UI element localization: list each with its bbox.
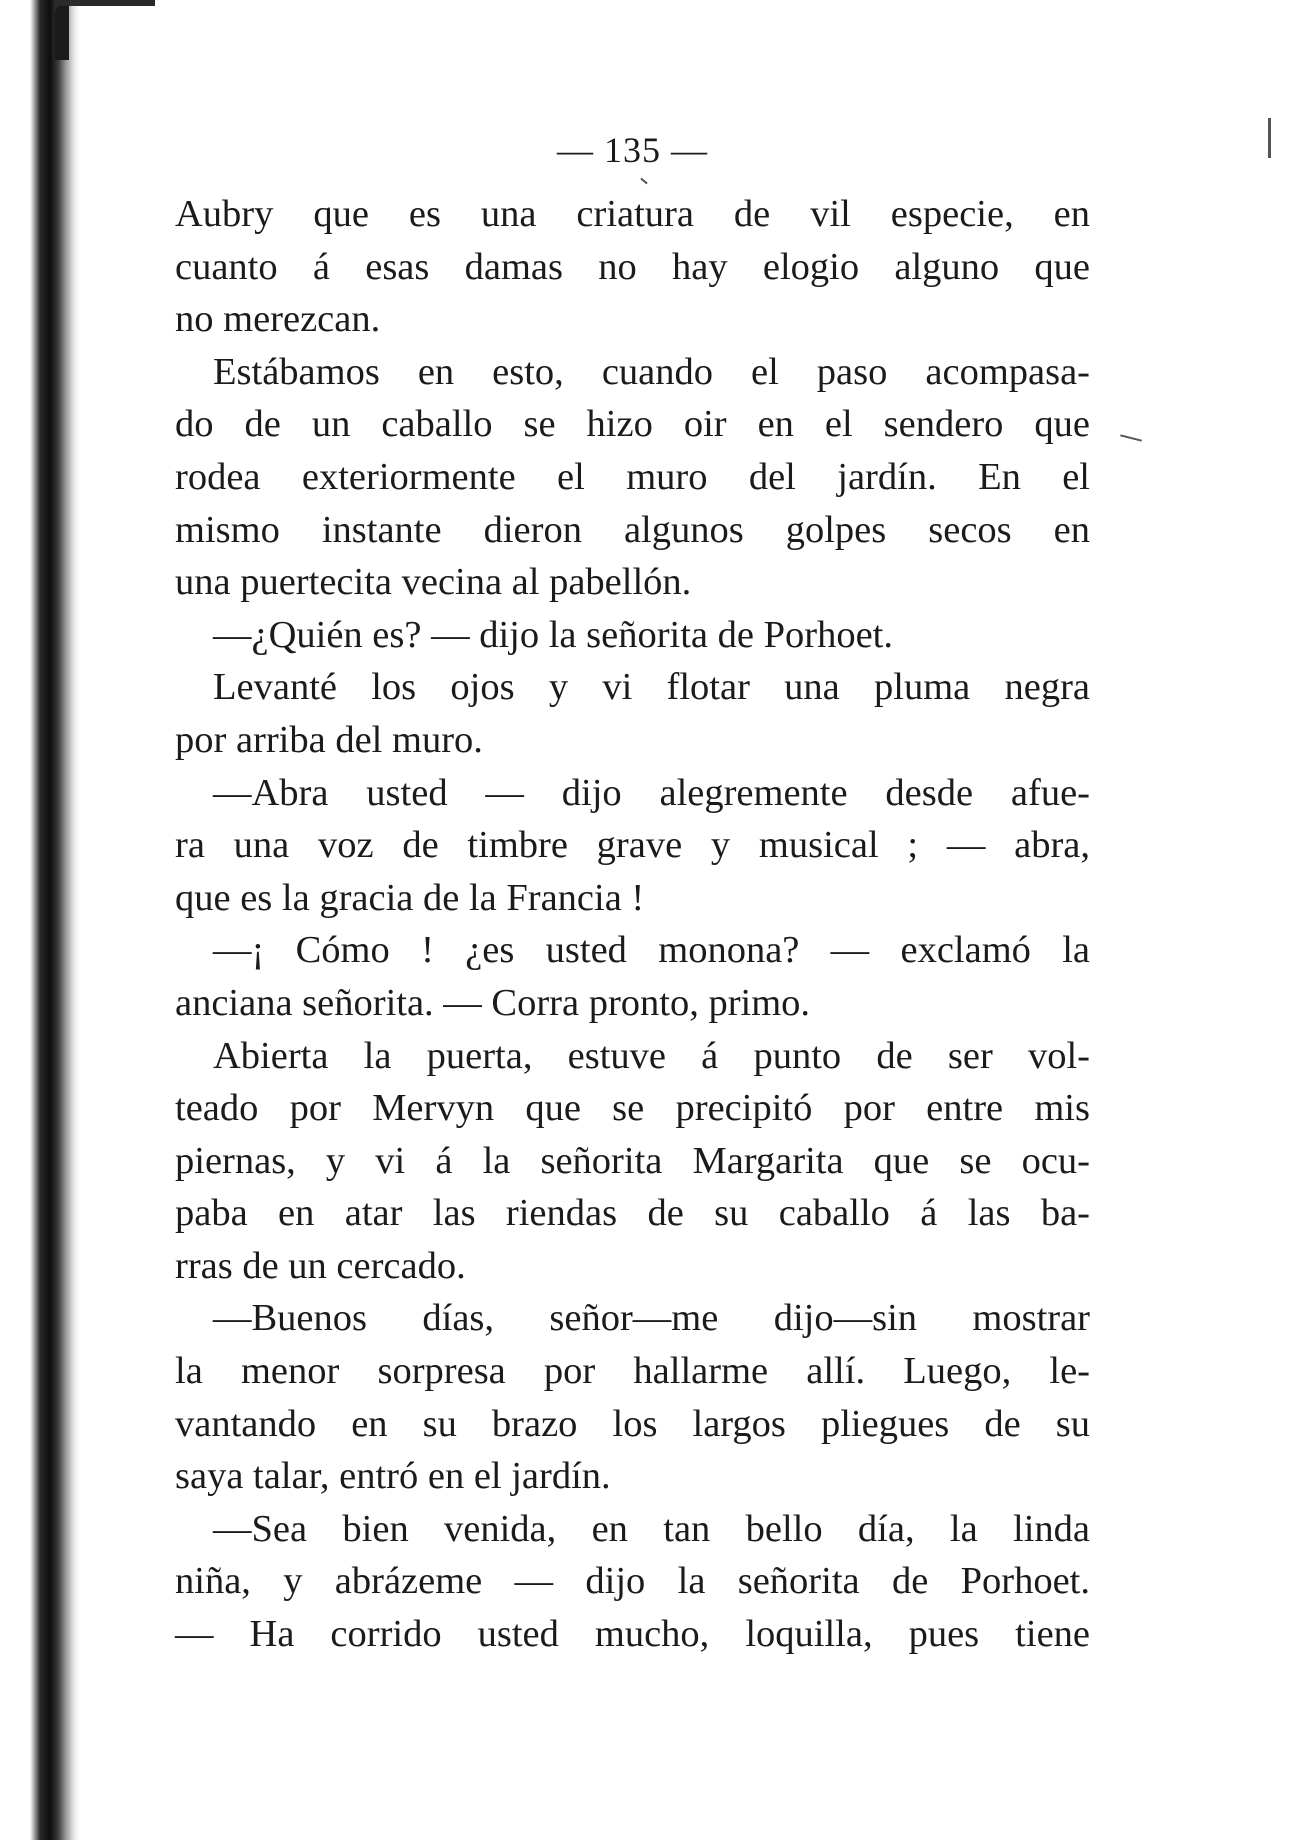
paragraph (175, 1503, 1090, 1661)
paragraph (175, 661, 1090, 766)
text-line: la menor sorpresa por hallarme allí. Luego, le- (175, 1350, 1090, 1393)
text-line: cuanto á esas damas no hay elogio alguno que (175, 245, 1090, 288)
text-line: saya talar, entró en el jardín. (175, 1455, 611, 1498)
text-line: paba en atar las riendas de su caballo á las ba- (175, 1192, 1090, 1235)
binding-edge-top (55, 0, 155, 6)
binding-edge-curve (55, 0, 69, 60)
text-line: rodea exteriormente el muro del jardín. En el (175, 455, 1090, 498)
text-line: Estábamos en esto, cuando el paso acompasa- (213, 350, 1090, 393)
margin-mark (1268, 118, 1271, 158)
text-line: Levanté los ojos y vi flotar una pluma negra (213, 666, 1090, 709)
text-line: por arriba del muro. (175, 718, 483, 761)
text-line: Abierta la puerta, estuve á punto de ser vol- (213, 1034, 1090, 1077)
text-line: anciana señorita. — Corra pronto, primo. (175, 981, 811, 1024)
paragraph (175, 767, 1090, 925)
paragraph (175, 1030, 1090, 1293)
text-line: mismo instante dieron algunos golpes secos en (175, 508, 1090, 551)
text-line: teado por Mervyn que se precipitó por entre mis (175, 1087, 1090, 1130)
text-line: —Sea bien venida, en tan bello día, la linda (213, 1507, 1090, 1550)
text-line: —¡ Cómo ! ¿es usted monona? — exclamó la (213, 929, 1090, 972)
text-line: que es la gracia de la Francia ! (175, 876, 645, 919)
text-line: —¿Quién es? — dijo la señorita de Porhoet. (213, 613, 893, 656)
paragraph (175, 346, 1090, 609)
text-line: ra una voz de timbre grave y musical ; — abra, (175, 824, 1090, 867)
text-line: —Abra usted — dijo alegremente desde afue- (213, 771, 1090, 814)
page-text (175, 188, 1090, 1661)
text-line: — Ha corrido usted mucho, loquilla, pues tiene (175, 1613, 1090, 1656)
page-number: — 135 — (557, 130, 708, 170)
text-line: —Buenos días, señor—me dijo—sin mostrar (213, 1297, 1090, 1340)
text-line: niña, y abrázeme — dijo la señorita de Porhoet. (175, 1560, 1090, 1603)
text-line: vantando en su brazo los largos pliegues de su (175, 1402, 1090, 1445)
book-binding-shadow (0, 0, 80, 1840)
margin-mark (1120, 434, 1142, 441)
text-line: do de un caballo se hizo oir en el sendero que (175, 403, 1090, 446)
text-line: Aubry que es una criatura de vil especie, en (175, 193, 1090, 235)
text-line: una puertecita vecina al pabellón. (175, 561, 692, 604)
paragraph (175, 1292, 1090, 1502)
text-line: piernas, y vi á la señorita Margarita que se ocu- (175, 1139, 1090, 1182)
text-line: rras de un cercado. (175, 1244, 466, 1287)
paragraph (175, 609, 1090, 662)
text-line: no merezcan. (175, 298, 381, 341)
paragraph (175, 188, 1090, 346)
paragraph (175, 924, 1090, 1029)
book-page (175, 130, 1090, 1661)
